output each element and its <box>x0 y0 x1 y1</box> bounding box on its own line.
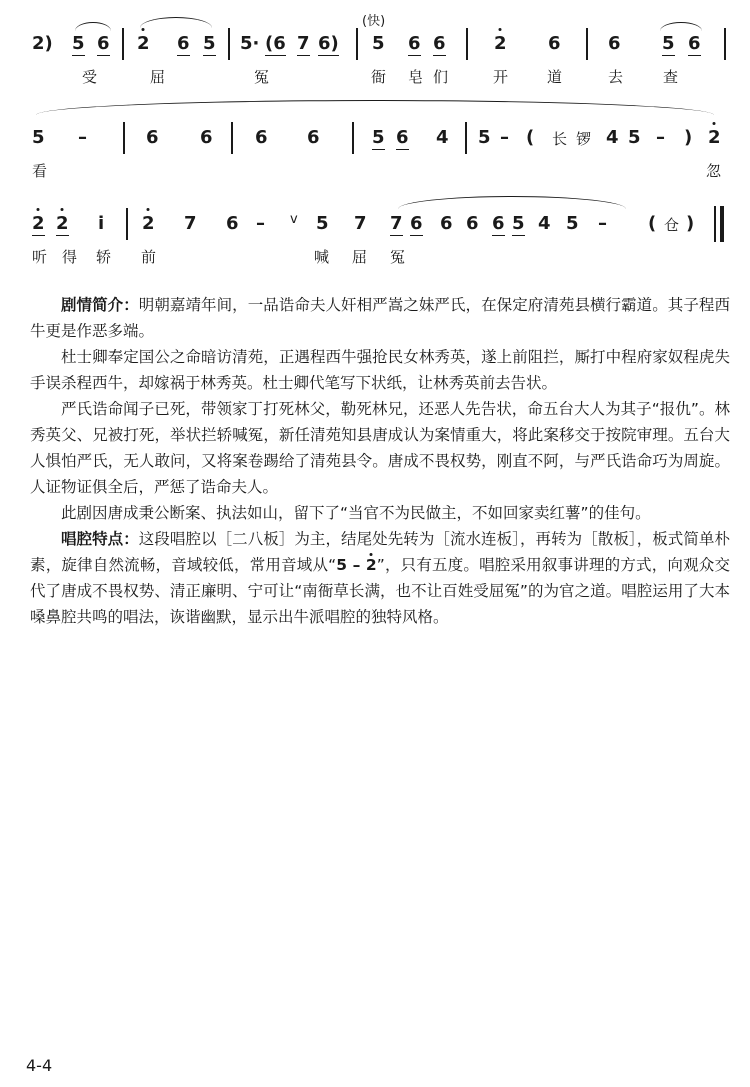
slur <box>660 22 702 31</box>
barline <box>231 122 233 154</box>
note: 7 <box>297 33 310 54</box>
note: 5 <box>316 213 329 234</box>
paren-open: ( <box>526 127 535 148</box>
description-text <box>30 292 730 630</box>
lyric: 屈 <box>352 248 368 266</box>
lyric: 冤 <box>254 68 270 86</box>
lyric: 们 <box>433 68 449 86</box>
paren-open: ( <box>648 213 657 234</box>
note: 5 <box>372 33 385 54</box>
lyric: 得 <box>62 248 78 266</box>
note: 5 <box>628 127 641 148</box>
breath-mark: v <box>290 212 298 227</box>
barline <box>352 122 354 154</box>
note: 6 <box>97 33 110 54</box>
note: 5 <box>662 33 675 54</box>
singing-text: ”，只有五度。唱腔采用叙事讲理的方式，向观众交代了唐成不畏权势、清正廉明、宁可让“南衙草长满，也不让百姓受屈冤”的为官之道。唱腔运用了大本嗓鼻腔共鸣的唱法，诙谐幽默，显示出牛派唱腔的独特风格。 <box>30 556 730 626</box>
note: 2 <box>494 34 507 54</box>
range-low: 5 <box>336 556 347 574</box>
octave-dot <box>370 553 373 556</box>
note: 5 <box>203 33 216 54</box>
barline <box>586 28 588 60</box>
slur <box>398 196 626 209</box>
lyric: 看 <box>32 162 48 180</box>
range-dash: – <box>346 556 366 574</box>
note: 7 <box>184 213 197 234</box>
note: 2 <box>56 214 69 236</box>
dash: – <box>78 127 87 148</box>
barline <box>123 122 125 154</box>
note: 6 <box>492 213 505 234</box>
final-barline <box>714 206 716 242</box>
dash: – <box>256 213 265 234</box>
lyric: 喊 <box>314 248 330 266</box>
note: 6 <box>466 213 479 234</box>
paren-close: ) <box>686 213 695 234</box>
page-number: 4-4 <box>26 1056 53 1075</box>
note: 2) <box>32 33 53 54</box>
note: 2 <box>708 128 721 148</box>
note: 6 <box>408 33 421 54</box>
lyric: 去 <box>608 68 624 86</box>
note: 4 <box>436 127 449 148</box>
lyric: 轿 <box>96 248 112 266</box>
lyric: 受 <box>82 68 98 86</box>
note: 7 <box>390 213 403 234</box>
note: 5 <box>72 33 85 54</box>
barline <box>356 28 358 60</box>
percussion-label: 长 <box>552 130 568 148</box>
barline <box>465 122 467 154</box>
dash: – <box>500 127 509 148</box>
note: 6 <box>307 127 320 148</box>
music-score <box>0 0 750 290</box>
lyric: 屈 <box>150 68 166 86</box>
note: 5· <box>240 33 260 54</box>
barline <box>122 28 124 60</box>
note: 4 <box>606 127 619 148</box>
final-barline-thick <box>720 206 724 242</box>
note: 2 <box>32 214 45 236</box>
range-high: 2 <box>366 556 377 574</box>
note: 2 <box>137 34 150 54</box>
note: 6 <box>226 213 239 234</box>
note: 6 <box>433 33 446 54</box>
synopsis-label: 剧情简介： <box>61 296 139 314</box>
note: 5 <box>478 127 491 148</box>
note: 7 <box>354 213 367 234</box>
note: 6 <box>396 127 409 148</box>
note: i <box>98 213 105 234</box>
synopsis-paragraph: 严氏诰命闻子已死，带领家丁打死林父，勒死林兄，还恶人先告状，命五台大人为其子“报仇”。林秀英父、兄被打死，举状拦轿喊冤，新任清苑知县唐成认为案情重大，将此案移交于按院审理。五台大人惧怕严氏，无人敢问，又将案卷踢给了清苑县令。唐成不畏权势，刚直不阿，与严氏诰命巧为周旋。人证物证俱全后，严惩了诰命夫人。 <box>30 400 730 496</box>
slur <box>140 17 212 28</box>
lyric: 听 <box>32 248 48 266</box>
singing-paragraph <box>30 526 730 630</box>
note: 6 <box>200 127 213 148</box>
lyric: 忽 <box>706 162 722 180</box>
note: 6 <box>688 33 701 54</box>
lyric: 衙 <box>371 68 387 86</box>
lyric: 皂 <box>408 68 424 86</box>
note: 5 <box>32 127 45 148</box>
synopsis-paragraph: 此剧因唐成秉公断案、执法如山，留下了“当官不为民做主，不如回家卖红薯”的佳句。 <box>61 504 651 522</box>
percussion-label: 仓 <box>664 216 680 234</box>
barline <box>724 28 726 60</box>
lyric: 冤 <box>390 248 406 266</box>
note: 6 <box>177 33 190 54</box>
lyric: 查 <box>663 68 679 86</box>
synopsis-paragraph: 杜士卿奉定国公之命暗访清苑，正遇程西牛强抢民女林秀英，遂上前阻拦，厮打中程府家奴程虎失手误杀程西牛，却嫁祸于林秀英。杜士卿代笔写下状纸，让林秀英前去告状。 <box>30 348 730 392</box>
note: 6 <box>548 33 561 54</box>
note: 5 <box>372 127 385 148</box>
note: 6) <box>318 33 339 54</box>
dash: – <box>656 127 665 148</box>
dash: – <box>598 213 607 234</box>
note: 6 <box>255 127 268 148</box>
lyric: 前 <box>141 248 157 266</box>
note: 6 <box>608 33 621 54</box>
note: 5 <box>566 213 579 234</box>
paren-close: ) <box>684 127 693 148</box>
note: 6 <box>410 213 423 234</box>
lyric: 开 <box>493 68 509 86</box>
barline <box>126 208 128 240</box>
note: (6 <box>265 33 286 54</box>
synopsis-paragraph <box>30 292 730 344</box>
synopsis-text: 明朝嘉靖年间，一品诰命夫人奸相严嵩之妹严氏，在保定府清苑县横行霸道。其子程西牛更是作恶多端。 <box>30 296 730 340</box>
note: 6 <box>440 213 453 234</box>
barline <box>228 28 230 60</box>
barline <box>466 28 468 60</box>
note: 4 <box>538 213 551 234</box>
note: 5 <box>512 213 525 234</box>
note: 6 <box>146 127 159 148</box>
slur <box>36 100 714 115</box>
note: 2 <box>142 214 155 234</box>
percussion-label: 锣 <box>576 130 592 148</box>
slur <box>75 22 111 31</box>
singing-label: 唱腔特点： <box>61 530 139 548</box>
tempo-mark: (快) <box>362 14 386 29</box>
lyric: 道 <box>547 68 563 86</box>
singing-text: 这段唱腔以［二八板］为主，结尾处先转为［流水连板］，再转为［散板］，板式简单朴素，旋律自然流畅，音域较低，常用音域从“ <box>30 530 730 574</box>
